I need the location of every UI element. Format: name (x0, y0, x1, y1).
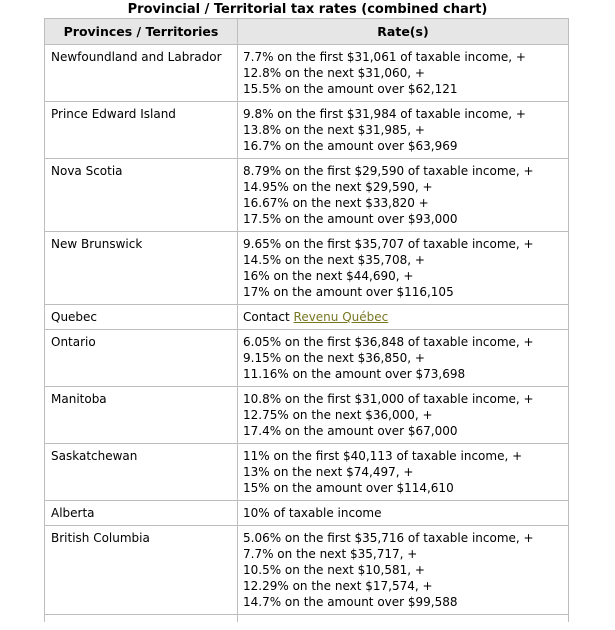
rate-line: 10.5% on the next $10,581, + (243, 563, 425, 577)
empty-cell (238, 615, 569, 623)
rate-line: 16% on the next $44,690, + (243, 269, 414, 283)
rate-cell (238, 305, 569, 330)
rate-line: 9.65% on the first $35,707 of taxable income, + (243, 237, 534, 251)
rate-line: 9.8% on the first $31,984 of taxable income, + (243, 107, 526, 121)
table-row (45, 305, 569, 330)
rate-cell (238, 330, 569, 387)
rate-cell (238, 526, 569, 615)
rate-line: 16.7% on the amount over $63,969 (243, 139, 458, 153)
table-row (45, 526, 569, 615)
rate-line: 11.16% on the amount over $73,698 (243, 367, 466, 381)
rate-line: 10% of taxable income (243, 506, 382, 520)
rate-line: 17.4% on the amount over $67,000 (243, 424, 458, 438)
rate-line: 7.7% on the next $35,717, + (243, 547, 418, 561)
rate-line: 15.5% on the amount over $62,121 (243, 82, 458, 96)
rate-line: 8.79% on the first $29,590 of taxable income, + (243, 164, 534, 178)
contact-text: Contact (243, 310, 294, 324)
table-row (45, 159, 569, 232)
rate-cell (238, 387, 569, 444)
province-name: Saskatchewan (45, 444, 238, 501)
rate-cell (238, 45, 569, 102)
rate-line: 5.06% on the first $35,716 of taxable income, + (243, 531, 534, 545)
table-row (45, 330, 569, 387)
revenu-quebec-link[interactable]: Revenu Québec (293, 310, 389, 324)
page-title: Provincial / Territorial tax rates (combined chart) (127, 2, 488, 17)
table-row (45, 45, 569, 102)
rate-line: 6.05% on the first $36,848 of taxable income, + (243, 335, 534, 349)
rate-cell (238, 444, 569, 501)
rate-cell (238, 159, 569, 232)
empty-cell (45, 615, 238, 623)
rate-line: 12.8% on the next $31,060, + (243, 66, 425, 80)
rate-cell (238, 232, 569, 305)
rate-line: 16.67% on the next $33,820 + (243, 196, 429, 210)
rate-cell (238, 501, 569, 526)
rate-line: 12.75% on the next $36,000, + (243, 408, 433, 422)
rate-line: 14.7% on the amount over $99,588 (243, 595, 458, 609)
province-name: Nova Scotia (45, 159, 238, 232)
province-name: Alberta (45, 501, 238, 526)
rate-line: 17% on the amount over $116,105 (243, 285, 454, 299)
rate-line: 15% on the amount over $114,610 (243, 481, 454, 495)
rate-line: 13.8% on the next $31,985, + (243, 123, 425, 137)
province-name: New Brunswick (45, 232, 238, 305)
table-row (45, 444, 569, 501)
column-header-rates: Rate(s) (238, 19, 569, 45)
rate-cell (238, 102, 569, 159)
province-name: Manitoba (45, 387, 238, 444)
province-name: Prince Edward Island (45, 102, 238, 159)
province-name: Newfoundland and Labrador (45, 45, 238, 102)
table-row-cut-off (45, 615, 569, 623)
province-name: Quebec (45, 305, 238, 330)
table-row (45, 102, 569, 159)
header-row (45, 19, 569, 45)
column-header-provinces: Provinces / Territories (45, 19, 238, 45)
table-row (45, 387, 569, 444)
rate-line: 9.15% on the next $36,850, + (243, 351, 425, 365)
tax-rates-table (44, 18, 569, 622)
rate-line: 11% on the first $40,113 of taxable income, + (243, 449, 523, 463)
table-row (45, 232, 569, 305)
province-name: Ontario (45, 330, 238, 387)
rate-line: 7.7% on the first $31,061 of taxable income, + (243, 50, 526, 64)
rate-line: 14.95% on the next $29,590, + (243, 180, 433, 194)
rate-line: 12.29% on the next $17,574, + (243, 579, 433, 593)
table-row (45, 501, 569, 526)
rate-line: 17.5% on the amount over $93,000 (243, 212, 458, 226)
province-name: British Columbia (45, 526, 238, 615)
rate-line: 14.5% on the next $35,708, + (243, 253, 425, 267)
rate-line: 10.8% on the first $31,000 of taxable income, + (243, 392, 534, 406)
rate-line: 13% on the next $74,497, + (243, 465, 414, 479)
